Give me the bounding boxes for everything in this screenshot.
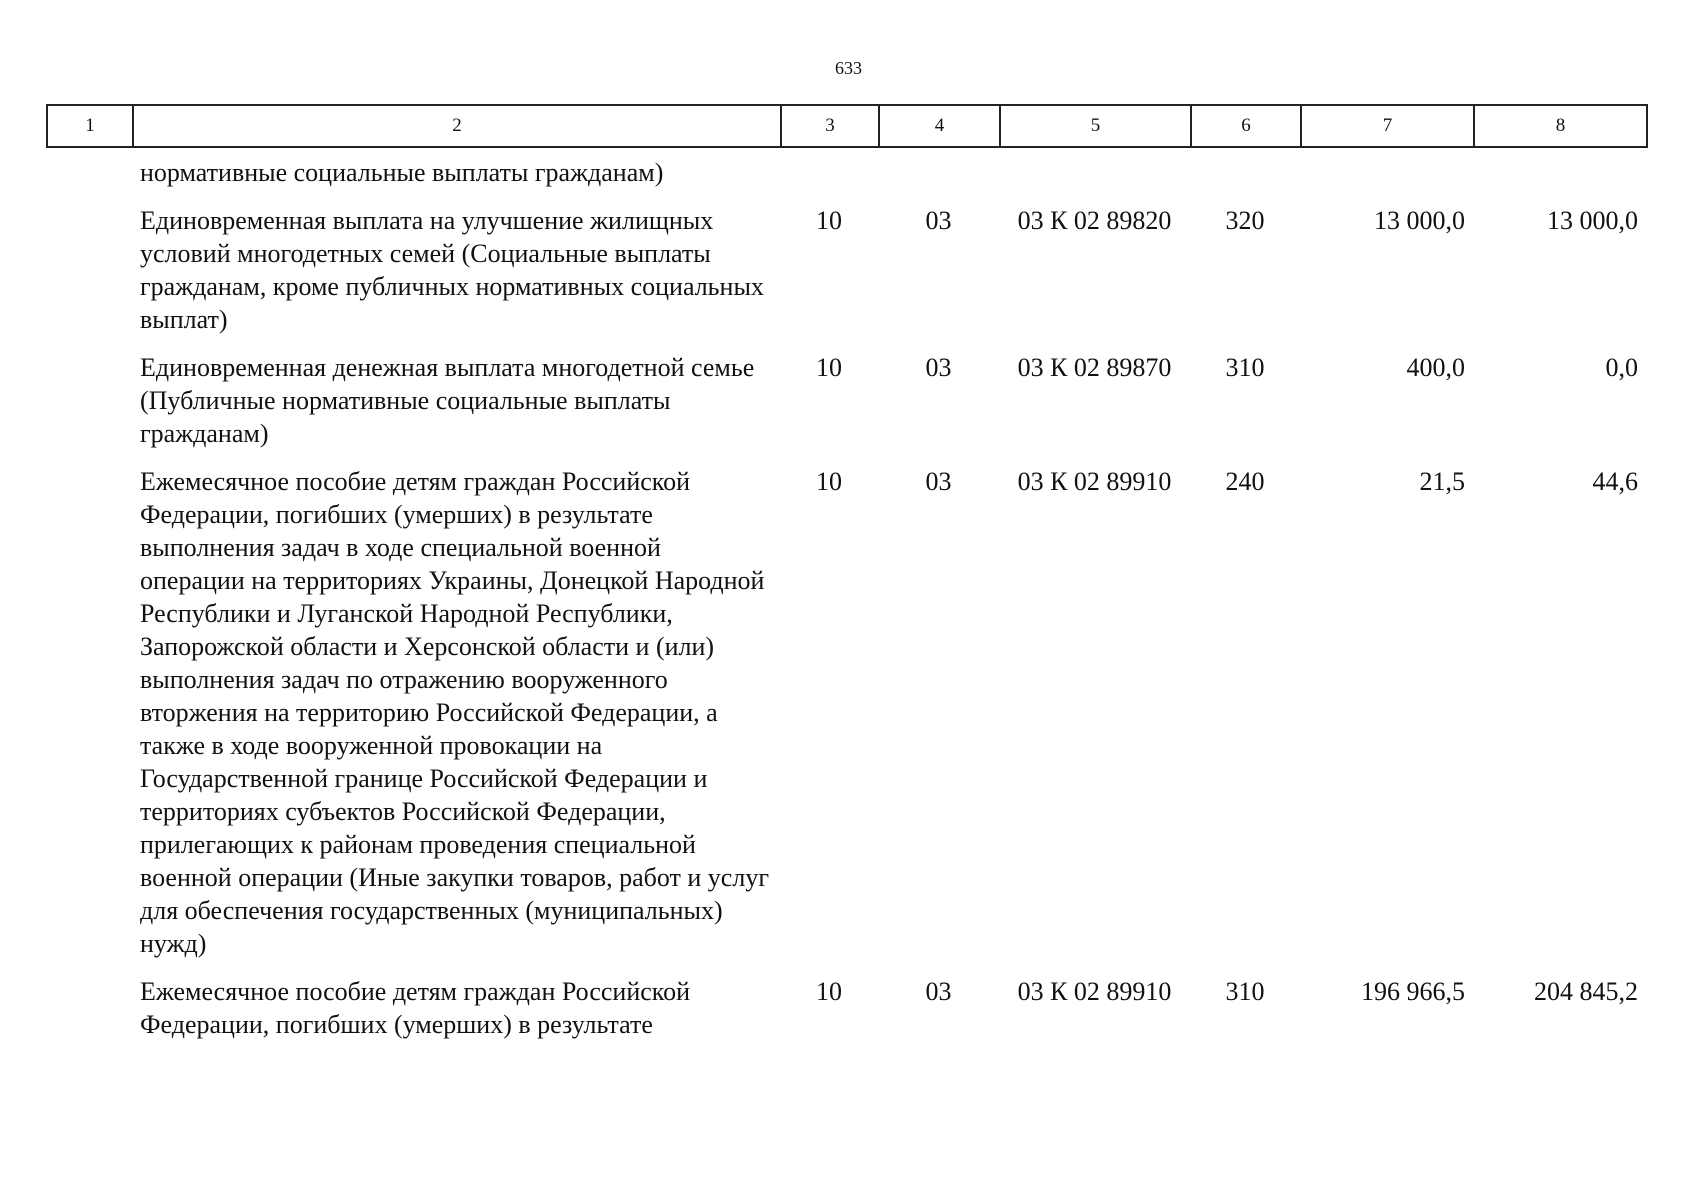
target-article-code: 03 К 02 89910	[1017, 977, 1172, 1006]
expense-type-code: 310	[1225, 977, 1265, 1006]
amount-year-2: 0,0	[1605, 353, 1638, 382]
budget-table-body	[46, 156, 1646, 1056]
table-row	[46, 156, 1646, 204]
empty-cell	[46, 351, 132, 465]
header-row	[47, 105, 1647, 147]
table-row	[46, 204, 1646, 351]
section-code: 10	[816, 353, 842, 382]
column-number-header	[46, 104, 1648, 148]
amount-year-1: 400,0	[1406, 353, 1465, 382]
subsection-code	[878, 156, 999, 204]
amount-year-1: 196 966,5	[1361, 977, 1465, 1006]
expense-type-code: 240	[1225, 467, 1265, 496]
subsection-code: 03	[925, 353, 952, 382]
header-cell-7: 7	[1301, 105, 1474, 147]
table-row	[46, 351, 1646, 465]
item-description: нормативные социальные выплаты гражданам)	[140, 158, 664, 187]
expense-type-code	[1190, 156, 1300, 204]
table-row	[46, 465, 1646, 975]
header-cell-4: 4	[879, 105, 1000, 147]
subsection-code: 03	[925, 977, 952, 1006]
amount-year-1: 13 000,0	[1374, 206, 1465, 235]
amount-year-2	[1473, 156, 1646, 204]
table-row	[46, 975, 1646, 1056]
header-cell-3: 3	[781, 105, 879, 147]
item-description: Ежемесячное пособие детям граждан Российской Федерации, погибших (умерших) в результате выполнения задач в ходе специальной военной операции на территориях Украины, Донецкой Народной Республики и Луганской Народной Республики, Запорожской области и Херсонской области и (или) выполнения задач по отражению вооруженного вторжения на территорию Российской Федерации, а также в ходе вооруженной провокации на Государственной границе Российской Федерации и территориях субъектов Российской Федерации, прилегающих к районам проведения специальной военной операции (Иные закупки товаров, работ и услуг для обеспечения государственных (муниципальных) нужд)	[140, 467, 769, 958]
item-description: Единовременная выплата на улучшение жилищных условий многодетных семей (Социальные выплаты гражданам, кроме публичных нормативных социальных выплат)	[140, 206, 764, 334]
header-cell-6: 6	[1191, 105, 1301, 147]
header-cell-5: 5	[1000, 105, 1191, 147]
amount-year-2: 13 000,0	[1547, 206, 1638, 235]
item-description: Ежемесячное пособие детям граждан Российской Федерации, погибших (умерших) в результате	[140, 977, 690, 1039]
section-code: 10	[816, 467, 842, 496]
empty-cell	[46, 204, 132, 351]
target-article-code: 03 К 02 89870	[1017, 353, 1172, 382]
section-code: 10	[816, 206, 842, 235]
page-number: 633	[835, 58, 862, 78]
header-cell-8: 8	[1474, 105, 1647, 147]
header-cell-2: 2	[133, 105, 781, 147]
amount-year-1: 21,5	[1419, 467, 1465, 496]
section-code	[780, 156, 878, 204]
empty-cell	[46, 465, 132, 975]
amount-year-1	[1300, 156, 1473, 204]
expense-type-code: 310	[1225, 353, 1265, 382]
expense-type-code: 320	[1225, 206, 1265, 235]
subsection-code: 03	[925, 206, 952, 235]
header-cell-1: 1	[47, 105, 133, 147]
target-article-code: 03 К 02 89910	[1017, 467, 1172, 496]
empty-cell	[46, 156, 132, 204]
target-article-code	[999, 156, 1190, 204]
amount-year-2: 204 845,2	[1534, 977, 1638, 1006]
section-code: 10	[816, 977, 842, 1006]
amount-year-2: 44,6	[1592, 467, 1638, 496]
subsection-code: 03	[925, 467, 952, 496]
empty-cell	[46, 975, 132, 1056]
item-description: Единовременная денежная выплата многодетной семье (Публичные нормативные социальные выплаты гражданам)	[140, 353, 755, 448]
target-article-code: 03 К 02 89820	[1017, 206, 1172, 235]
